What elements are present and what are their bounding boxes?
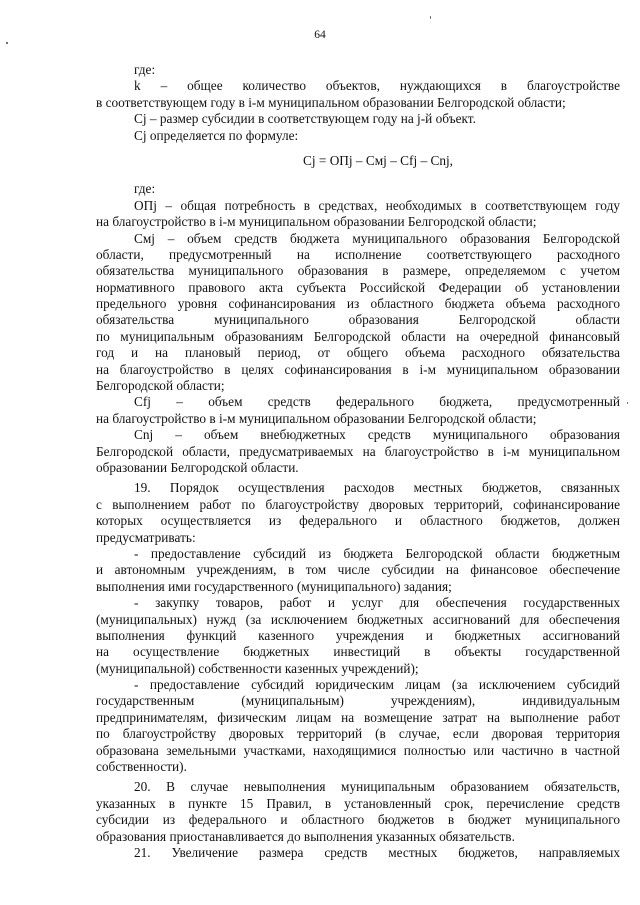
- definition-opj: [96, 198, 620, 231]
- definition-k: [96, 78, 620, 111]
- text-line: указанных в пункте 15 Правил, в установленный срок, перечисление средств: [96, 795, 620, 811]
- text-line: предусматривать:: [96, 529, 196, 545]
- text-line: собственности).: [96, 759, 187, 775]
- item-20: [96, 779, 620, 845]
- text-line: государственным (муниципальным) учреждениям), индивидуальным: [96, 693, 620, 709]
- text-line: по благоустройству дворовых территорий (в случае, если дворовая территория: [96, 726, 620, 742]
- definition-cmj: [96, 231, 620, 395]
- text-line: - предоставление субсидий юридическим лицам (за исключением субсидий: [134, 677, 620, 693]
- text-line: - закупку товаров, работ и услуг для обеспечения государственных: [134, 595, 620, 611]
- text-line: по муниципальным образованиям Белгородской области на очередной финансовый: [96, 328, 620, 344]
- scan-speck: [6, 42, 8, 44]
- text-line: нормативного правового акта субъекта Российской Федерации об установлении: [96, 279, 620, 295]
- text-line: на благоустройство в целях софинансирования в i-м муниципальном образовании: [96, 361, 620, 377]
- text-line: Cfj – объем средств федерального бюджета, предусмотренный: [134, 394, 620, 410]
- item-19: [96, 480, 620, 546]
- text-line: год и на плановый период, от общего объема расходного обязательства: [96, 345, 620, 361]
- text-line: (муниципальной) собственности казенных учреждений);: [96, 660, 419, 676]
- text-line: в соответствующем году в i-м муниципальном образовании Белгородской области;: [96, 94, 566, 110]
- text-line: - предоставление субсидий из бюджета Белгородской области бюджетным: [134, 545, 620, 561]
- page-number: 64: [314, 29, 326, 41]
- text-line: предпринимателям, физическим лицам на возмещение затрат на выполнение работ: [96, 709, 620, 725]
- bullet-subsidies-legal-entities: [96, 677, 620, 775]
- text-line: Cnj – объем внебюджетных средств муниципального образования: [134, 427, 620, 443]
- text-line: образовании Белгородской области.: [96, 460, 299, 475]
- text-line: (муниципальных) нужд (за исключением бюджетных ассигнований для обеспечения: [96, 611, 620, 627]
- text-line: которых осуществляется из федерального и областного бюджетов, должен: [96, 513, 620, 529]
- text-line: на осуществление бюджетных инвестиций в объекты государственной: [96, 644, 620, 660]
- scan-speck: [627, 402, 628, 404]
- text-line: 21. Увеличение размера средств местных бюджетов, направляемых: [134, 844, 620, 860]
- text-line: ОПj – общая потребность в средствах, необходимых в соответствующем году: [134, 197, 620, 213]
- bullet-procurement: [96, 595, 620, 677]
- bullet-subsidies-institutions: [96, 546, 620, 595]
- cj-formula-intro: Cj определяется по формуле:: [134, 127, 299, 143]
- text-line: Белгородской области;: [96, 378, 225, 394]
- text-line: обязательства муниципального образования в размере, определяемом с учетом: [96, 263, 620, 279]
- definition-cfj: [96, 394, 620, 427]
- definition-cj: Cj – размер субсидии в соответствующем году на j-й объект.: [134, 111, 476, 127]
- scan-speck: [430, 16, 431, 19]
- text-line: k – общее количество объектов, нуждающихся в благоустройстве: [134, 78, 620, 94]
- where-label: где:: [134, 181, 156, 197]
- formula: Cj = ОПj – Cмj – Cfj – Cnj,: [302, 152, 453, 168]
- text-line: на благоустройство в i-м муниципальном образовании Белгородской области;: [96, 214, 537, 230]
- text-line: и автономным учреждениям, в том числе субсидии на финансовое обеспечение: [96, 562, 620, 578]
- text-line: предельного уровня софинансирования из областного бюджета объема расходного: [96, 296, 620, 312]
- text-line: 20. В случае невыполнения муниципальным образованием обязательств,: [134, 779, 620, 795]
- text-line: субсидии из федерального и областного бюджетов в бюджет муниципального: [96, 812, 620, 828]
- where-label: где:: [134, 62, 156, 77]
- text-line: образования приостанавливается до выполнения указанных обязательств.: [96, 828, 515, 844]
- text-line: образована земельными участками, находящимися полностью или частично в частной: [96, 742, 620, 758]
- text-line: с выполнением работ по благоустройству дворовых территорий, софинансирование: [96, 496, 620, 512]
- text-line: Белгородской области, предусматриваемых на благоустройство в i-м муниципальном: [96, 443, 620, 459]
- text-line: обязательства муниципального образования Белгородской области: [96, 312, 620, 328]
- text-line: выполнения ими государственного (муниципального) задания;: [96, 578, 452, 594]
- document-body: [96, 62, 620, 861]
- text-line: 19. Порядок осуществления расходов местных бюджетов, связанных: [134, 480, 620, 496]
- text-line: Cмj – объем средств бюджета муниципального образования Белгородской: [134, 230, 620, 246]
- text-line: выполнения функций казенного учреждения и бюджетных ассигнований: [96, 627, 620, 643]
- text-line: на благоустройство в i-м муниципальном образовании Белгородской области;: [96, 410, 537, 426]
- definition-cnj: [96, 427, 620, 476]
- text-line: области, предусмотренный на исполнение соответствующего расходного: [96, 246, 620, 262]
- item-21: [96, 845, 620, 861]
